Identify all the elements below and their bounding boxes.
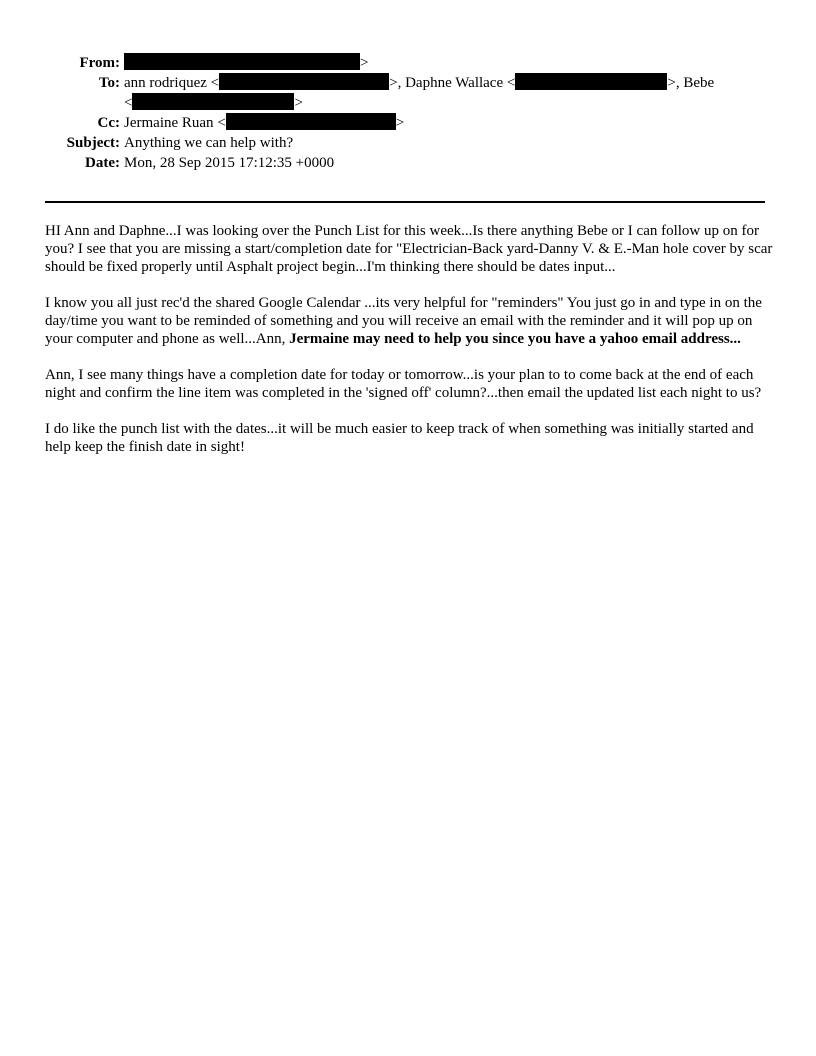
from-value [120, 53, 754, 73]
date-row [0, 153, 816, 173]
subject-value: Anything we can help with? [124, 135, 294, 151]
cc-label: Cc: [97, 115, 120, 131]
body-paragraph-3: Ann, I see many things have a completion date for today or tomorrow...is your plan to to come back at the end of each night and confirm the line item was completed in the 'signed off' column?...then email the updated list each night to us? [45, 367, 762, 401]
to-row [0, 73, 816, 113]
subject-label: Subject: [66, 135, 120, 151]
to-value: ann rodriquez < >, Daphne Wallace < >, Bebe < > [124, 75, 715, 111]
body-paragraph-4: I do like the punch list with the dates...it will be much easier to keep track of when something was initially started and help keep the finish date in sight! [45, 421, 754, 455]
date-value: Mon, 28 Sep 2015 17:12:35 +0000 [124, 155, 335, 171]
redaction-block [124, 53, 360, 70]
cc-recipient-1: Jermaine Ruan [124, 115, 214, 131]
body-paragraph-2-text: I know you all just rec'd the shared Google Calendar ...its very helpful for "reminders" You just go in and type in on the day/time you want to be reminded of something and you will receive an email with the reminder and it will pop up on your computer and phone as well...Ann, [45, 295, 762, 347]
to-recipient-2: Daphne Wallace [405, 75, 504, 91]
to-recipient-1: ann rodriquez [124, 75, 207, 91]
from-label: From: [79, 55, 120, 71]
to-recipient-3: Bebe [683, 75, 715, 91]
body-paragraph-1: HI Ann and Daphne...I was looking over the Punch List for this week...Is there anything Bebe or I can follow up on for you? I see that you are missing a start/completion date for "Electrician-Back yard-Danny V. & E.-Man hole cover by scar should be fixed properly until Asphalt project begin...I'm thinking there should be dates input... [45, 223, 773, 275]
cc-value: Jermaine Ruan < > [124, 115, 405, 131]
email-body [45, 222, 775, 474]
body-paragraph-2 [45, 294, 775, 348]
email-header [0, 53, 816, 173]
cc-row [0, 113, 816, 133]
redaction-block [132, 93, 294, 110]
date-label: Date: [85, 155, 120, 171]
redaction-block [219, 73, 389, 90]
header-divider [45, 201, 765, 203]
from-row [0, 53, 816, 73]
to-label: To: [98, 75, 120, 91]
from-bracket-close: > [360, 55, 369, 71]
body-paragraph-2-bold: Jermaine may need to help you since you have a yahoo email address... [289, 331, 741, 347]
redaction-block [515, 73, 667, 90]
subject-row [0, 133, 816, 153]
redaction-block [226, 113, 396, 130]
